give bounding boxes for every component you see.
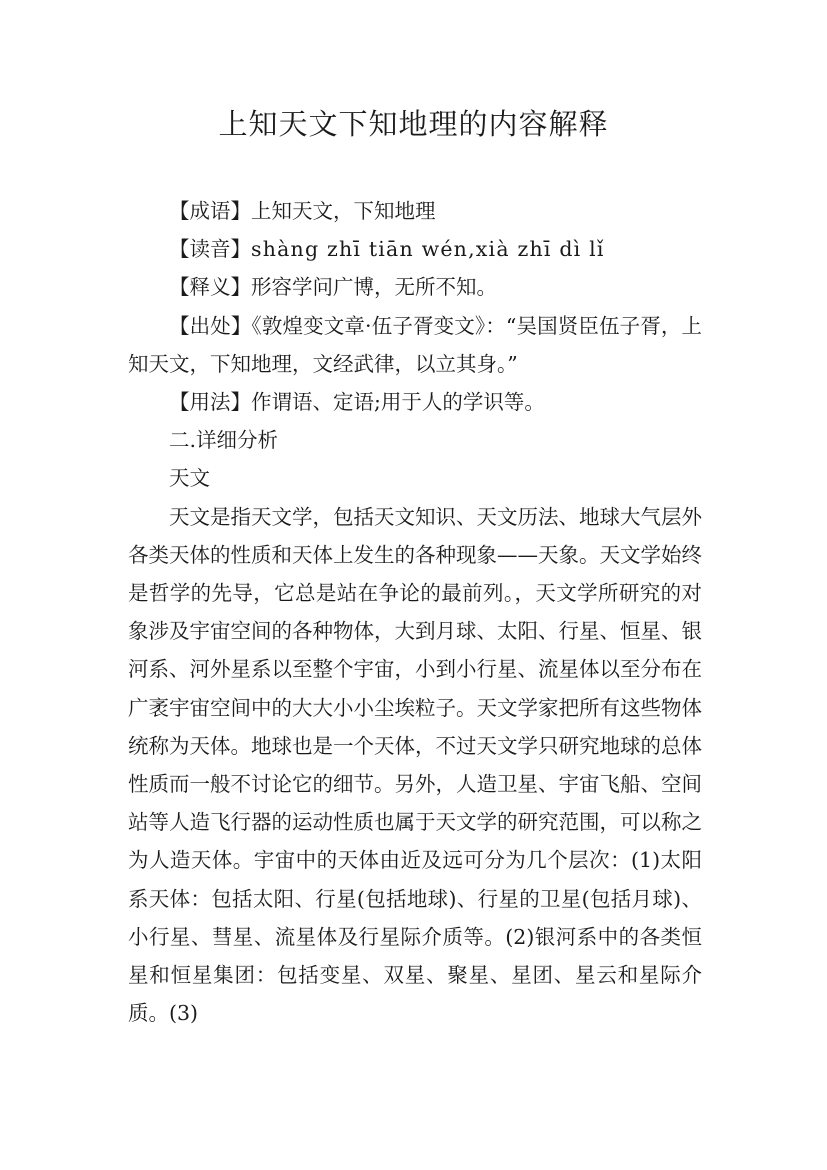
entry-label: 【读音】 xyxy=(169,237,251,262)
entry-text: 作谓语、定语;用于人的学识等。 xyxy=(251,390,545,415)
entry-idiom xyxy=(128,192,702,230)
entry-label: 【释义】 xyxy=(169,275,251,300)
entry-label: 【出处】 xyxy=(169,313,252,338)
document-title: 上知天文下知地理的内容解释 xyxy=(218,107,609,141)
entry-source xyxy=(128,307,702,383)
entry-usage xyxy=(128,383,702,421)
document-body xyxy=(128,192,702,1032)
entry-text: shàng zhī tiān wén,xià zhī dì lǐ xyxy=(251,237,605,262)
body-paragraph: 天文是指天文学，包括天文知识、天文历法、地球大气层外各类天体的性质和天体上发生的各种现象——天象。天文学始终是哲学的先导，它总是站在争论的最前列。，天文学所研究的对象涉及宇宙空间的各种物体，大到月球、太阳、行星、恒星、银河系、河外星系以至整个宇宙，小到小行星、流星体以至分布在广袤宇宙空间中的大大小小尘埃粒子。天文学家把所有这些物体统称为天体。地球也是一个天体，不过天文学只研究地球的总体性质而一般不讨论它的细节。另外，人造卫星、宇宙飞船、空间站等人造飞行器的运动性质也属于天文学的研究范围，可以称之为人造天体。宇宙中的天体由近及远可分为几个层次：(1)太阳系天体：包括太阳、行星(包括地球)、行星的卫星(包括月球)、小行星、彗星、流星体及行星际介质等。(2)银河系中的各类恒星和恒星集团：包括变星、双星、聚星、星团、星云和星际介质。(3) xyxy=(128,504,702,1026)
subheading: 天文 xyxy=(169,466,210,491)
entry-label: 【成语】 xyxy=(169,199,251,223)
entry-text: 上知天文，下知地理 xyxy=(251,199,436,223)
entry-text: 形容学问广博，无所不知。 xyxy=(251,275,497,300)
entry-text: 《敦煌变文章·伍子胥变文》：“吴国贤臣伍子胥，上知天文，下知地理，文经武律，以立其身。” xyxy=(128,313,703,376)
entry-meaning xyxy=(128,268,702,306)
entry-label: 【用法】 xyxy=(169,390,251,415)
section-heading: 二.详细分析 xyxy=(169,428,279,453)
entry-pronunciation xyxy=(128,230,702,268)
